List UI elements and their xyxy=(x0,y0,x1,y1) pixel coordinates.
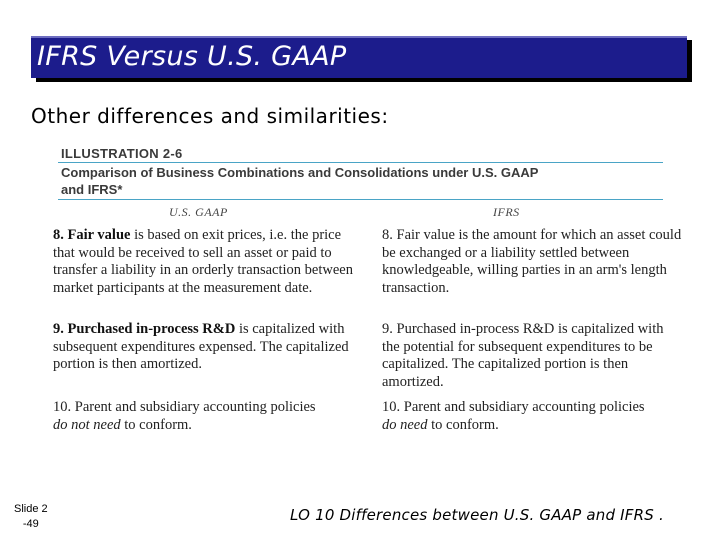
illustration-label: ILLUSTRATION 2-6 xyxy=(61,146,183,161)
title-bar xyxy=(31,36,687,78)
row-8-us-gaap-text: is based on exit prices, i.e. the price that would be received to sell an asset or paid to transfer a liability in an orderly transaction between market participants at the measurement date. xyxy=(53,227,353,297)
learning-objective: LO 10 Differences between U.S. GAAP and IFRS . xyxy=(290,506,664,524)
column-header-ifrs: IFRS xyxy=(493,205,520,219)
row-9-ifrs: 9. Purchased in-process R&D is capitalized with the potential for subsequent expenditures to be capitalized. The capitalized portion is then amortized. xyxy=(382,321,664,391)
slide-title: IFRS Versus U.S. GAAP xyxy=(37,41,347,72)
row-10-ifrs-emphasis: do need xyxy=(382,416,428,433)
row-10-ifrs-text: 10. Parent and subsidiary accounting policies xyxy=(382,399,645,415)
row-10-ifrs xyxy=(382,399,686,434)
row-10-us-gaap-end: to conform. xyxy=(120,416,192,433)
row-10-ifrs-end: to conform. xyxy=(427,416,499,433)
illustration-title-line1: Comparison of Business Combinations and Consolidations under U.S. GAAP xyxy=(61,165,539,180)
row-8-us-gaap-term: 8. Fair value xyxy=(53,227,131,243)
rule-top xyxy=(58,162,663,163)
slide-subtitle: Other differences and similarities: xyxy=(31,104,389,128)
slide-number-value: -49 xyxy=(22,518,39,530)
row-9-us-gaap-term: 9. Purchased in-process R&D xyxy=(53,321,236,337)
rule-bottom xyxy=(58,199,663,200)
illustration-title-line2: and IFRS* xyxy=(61,182,123,197)
row-9-us-gaap xyxy=(53,321,353,374)
row-10-us-gaap xyxy=(53,399,357,434)
slide-number-label: Slide 2 xyxy=(14,503,48,515)
row-8-us-gaap xyxy=(53,227,357,298)
row-8-ifrs: 8. Fair value is the amount for which an asset could be exchanged or a liability settled between knowledgeable, willing parties in an arm's length transaction. xyxy=(382,227,682,297)
column-header-us-gaap: U.S. GAAP xyxy=(169,205,228,219)
row-10-us-gaap-emphasis: do not need xyxy=(53,416,121,433)
row-9-us-gaap-text: is capitalized with subsequent expenditures expensed. The capitalized portion is then amortized. xyxy=(53,321,349,373)
row-10-us-gaap-text: 10. Parent and subsidiary accounting policies xyxy=(53,399,316,415)
slide-number xyxy=(14,502,48,532)
illustration-title xyxy=(61,164,621,198)
